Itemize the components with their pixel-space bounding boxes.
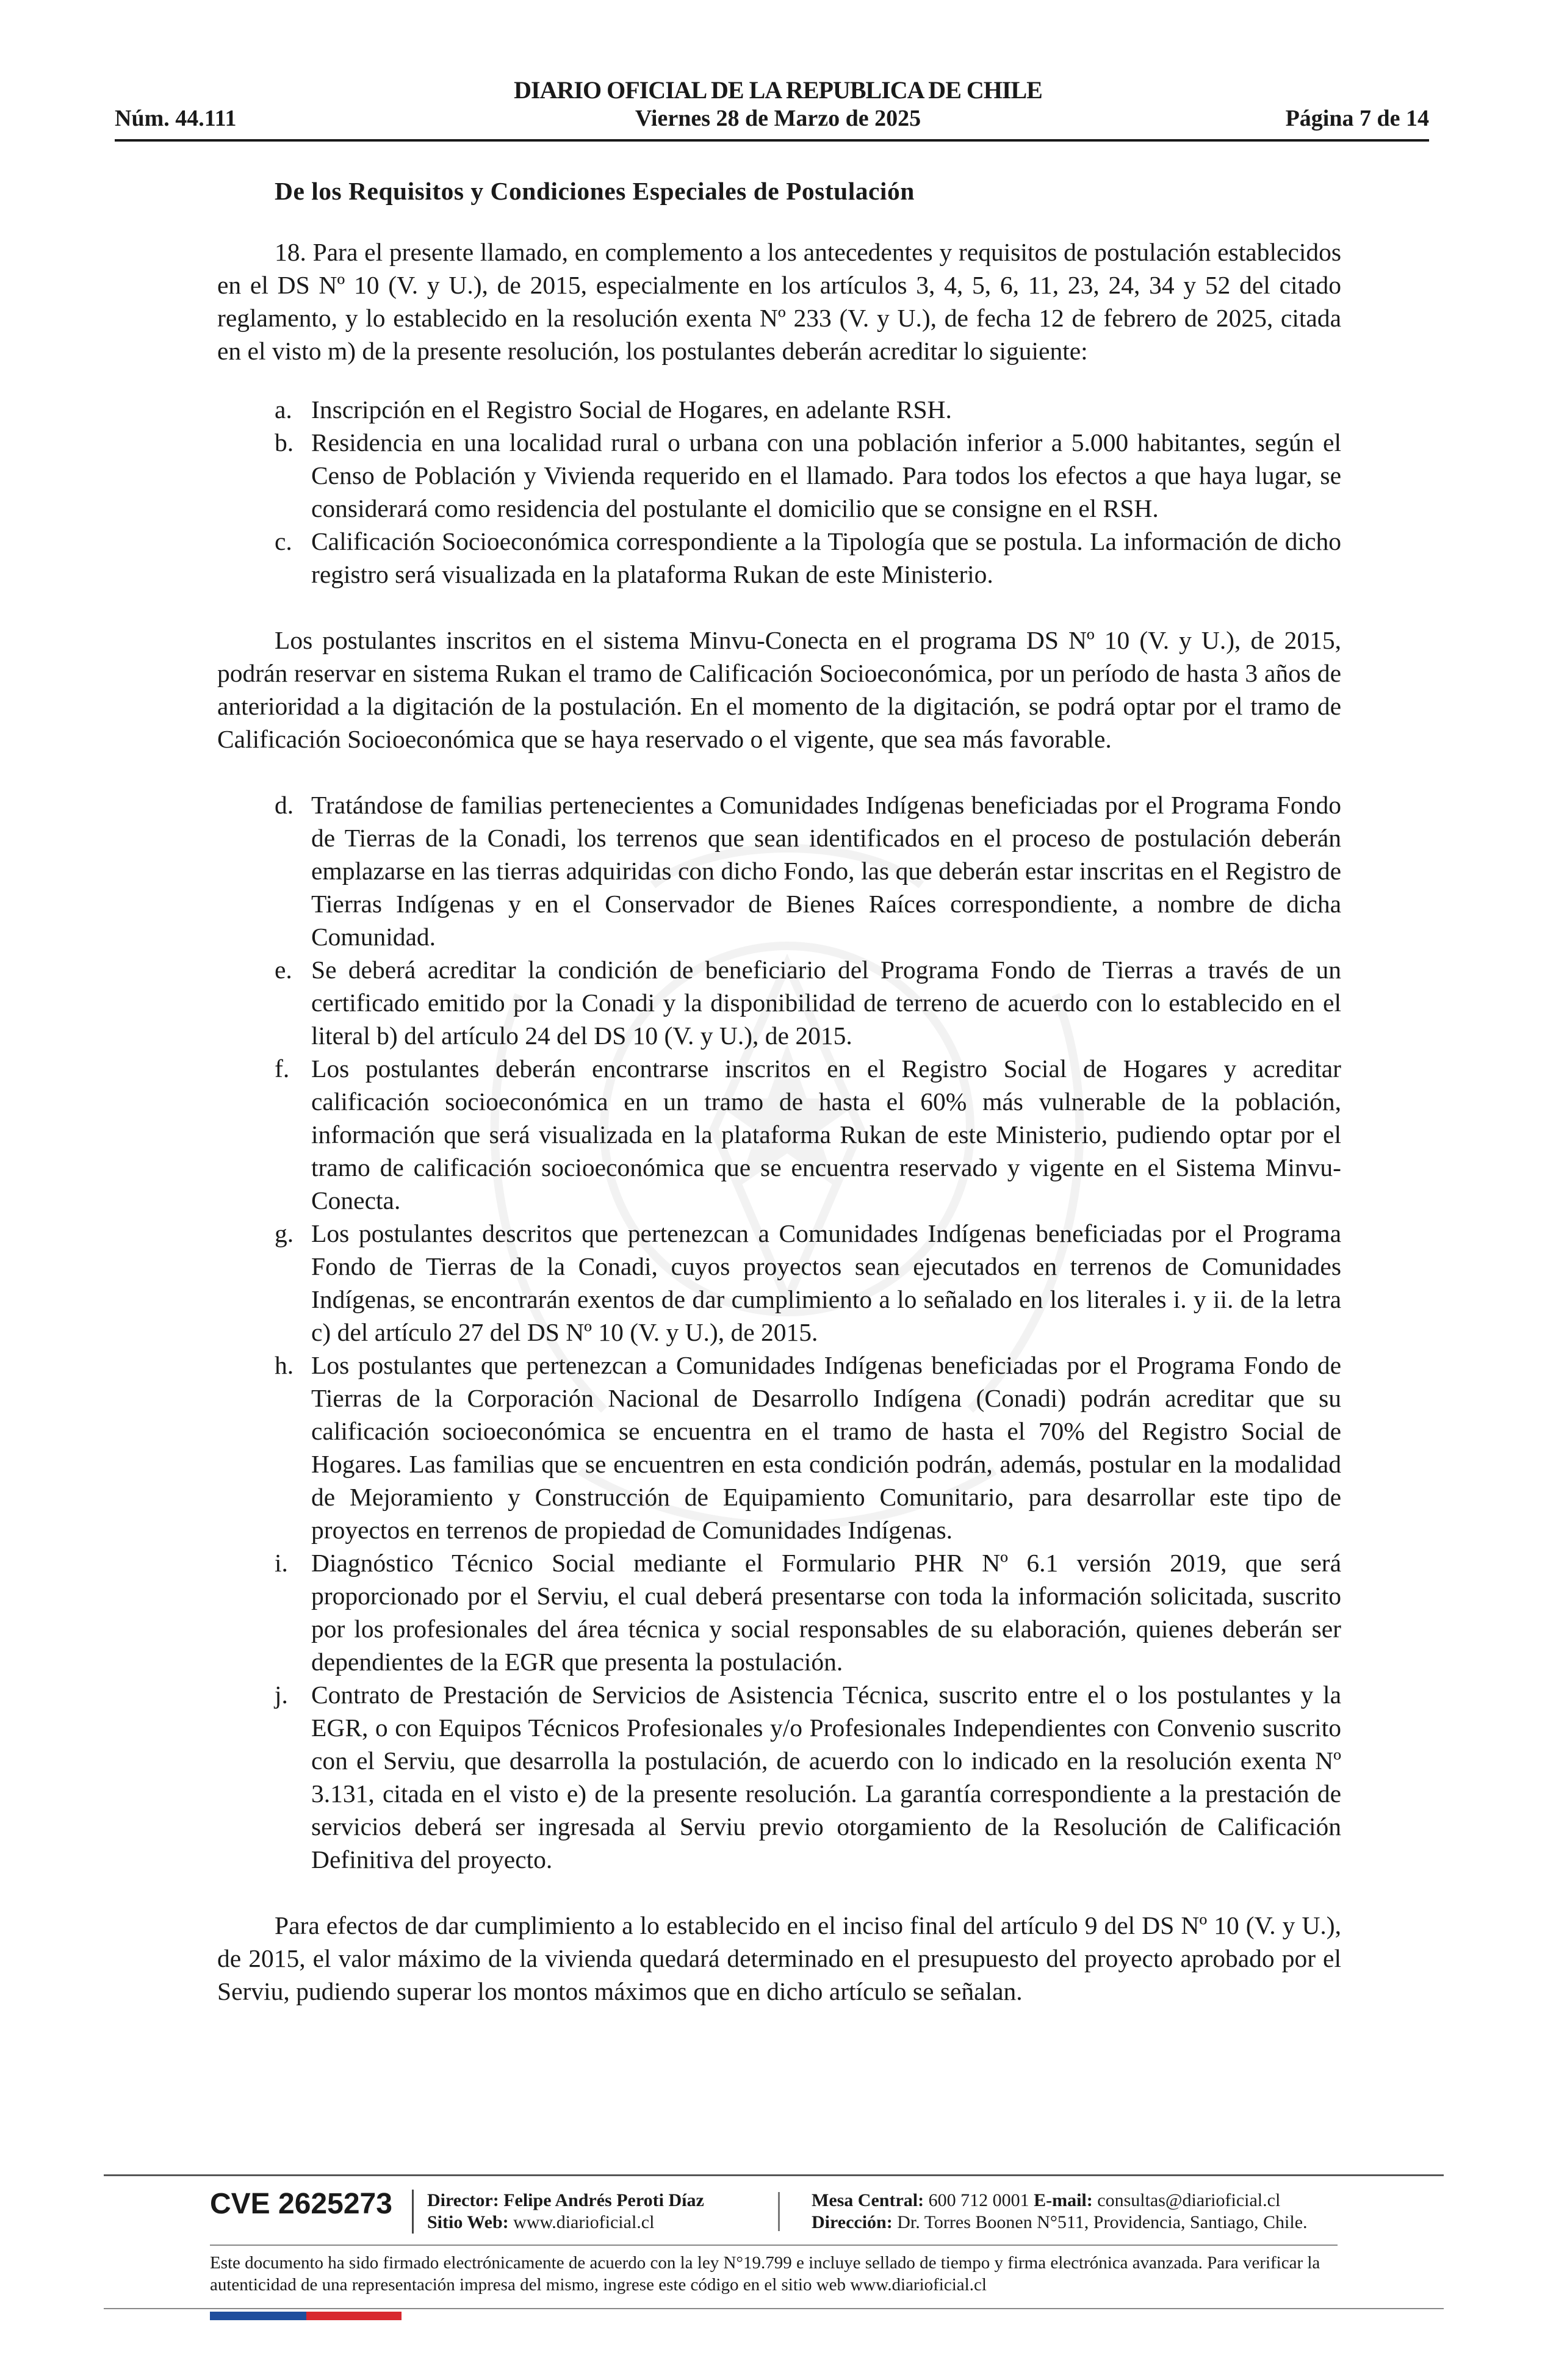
flag-bar-red [306,2312,402,2320]
paragraph-minvu-conecta: Los postulantes inscritos en el sistema Minvu-Conecta en el programa DS Nº 10 (V. y U.), de 2015, podrán reservar en sistema Rukan el tramo de Calificación Socioeconómica, por un período de hasta 3 años de anterioridad a la digitación de la postulación. En el momento de la digitación, se podrá optar por el tramo de Calificación Socioeconómica que se haya reservado o el vigente, que sea más favorable. [217,626,1341,753]
list-item-text: Los postulantes descritos que pertenezcan a Comunidades Indígenas beneficiadas por el Programa Fondo de Tierras de la Conadi, cuyos proyectos sean ejecutados en terrenos de Comunidades Indígenas, se encontrarán exentos de dar cumplimiento a lo señalado en los literales i. y ii. de la letra c) del artículo 27 del DS Nº 10 (V. y U.), de 2015. [311,1219,1341,1346]
footer-divider-mid [210,2245,1338,2246]
list-item [217,426,1341,525]
director-info [427,2190,704,2234]
address-value: Dr. Torres Boonen N°511, Providencia, Santiago, Chile. [897,2212,1308,2232]
address-label: Dirección: [812,2212,893,2232]
contact-info [812,2190,1308,2234]
page-number: Página 7 de 14 [1285,106,1429,131]
paragraph-18: 18. Para el presente llamado, en complemento a los antecedentes y requisitos de postulación establecidos en el DS Nº 10 (V. y U.), de 2015, especialmente en los artículos 3, 4, 5, 6, 11, 23, 24, 34 y 52 del citado reglamento, y lo establecido en la resolución exenta Nº 233 (V. y U.), de fecha 12 de febrero de 2025, citada en el visto m) de la presente resolución, los postulantes deberán acreditar lo siguiente: [217,238,1341,365]
email-link[interactable]: consultas@diarioficial.cl [1097,2190,1281,2210]
publication-title: DIARIO OFICIAL DE LA REPUBLICA DE CHILE [514,76,1042,104]
list-item-letter: a. [275,395,292,424]
site-label: Sitio Web: [427,2212,509,2232]
list-item [217,1349,1341,1546]
footer-separator [778,2192,780,2231]
signature-note: Este documento ha sido firmado electrónicamente de acuerdo con la ley N°19.799 e incluye sellado de tiempo y firma electrónica avanzada. Para verificar la autenticidad de una representación impresa del mismo, ingrese este código en el sitio web www.diarioficial.cl [210,2253,1320,2295]
footer-separator [412,2190,414,2234]
list-item-text: Los postulantes deberán encontrarse inscritos en el Registro Social de Hogares y acreditar calificación socioeconómica en un tramo de hasta el 60% más vulnerable de la población, información que será visualizada en la plataforma Rukan de este Ministerio, pudiendo optar por el tramo de calificación socioeconómica que se encuentra reservado y vigente en el Sistema Minvu-Conecta. [311,1055,1341,1214]
list-item-text: Se deberá acreditar la condición de beneficiario del Programa Fondo de Tierras a través de un certificado emitido por la Conadi y la disponibilidad de terreno de acuerdo con lo establecido en el literal b) del artículo 24 del DS 10 (V. y U.), de 2015. [311,956,1341,1050]
list-item [217,788,1341,953]
issue-date: Viernes 28 de Marzo de 2025 [635,106,921,131]
list-item-letter: j. [275,1681,288,1709]
site-link[interactable]: www.diarioficial.cl [513,2212,655,2232]
list-item-letter: i. [275,1549,288,1577]
section-title: De los Requisitos y Condiciones Especiales de Postulación [275,177,915,205]
list-item-letter: c. [275,527,292,555]
list-item [217,1546,1341,1678]
list-item-text: Calificación Socioeconómica correspondiente a la Tipología que se postula. La información de dicho registro será visualizada en la plataforma Rukan de este Ministerio. [311,527,1341,588]
list-item-text: Inscripción en el Registro Social de Hogares, en adelante RSH. [311,395,952,424]
list-item [217,393,1341,426]
list-item [217,525,1341,591]
list-item-letter: g. [275,1219,294,1247]
footer-divider-top [104,2174,1444,2176]
header-divider [115,139,1429,142]
issue-number: Núm. 44.111 [115,106,237,131]
requirements-list-dj [217,788,1341,1876]
list-item-text: Diagnóstico Técnico Social mediante el Formulario PHR Nº 6.1 versión 2019, que será proporcionado por el Serviu, el cual deberá presentarse con toda la información solicitada, suscrito por los profesionales del área técnica y social responsables de su elaboración, quienes deberán ser dependientes de la EGR que presenta la postulación. [311,1549,1341,1676]
list-item-text: Tratándose de familias pertenecientes a Comunidades Indígenas beneficiadas por el Programa Fondo de Tierras de la Conadi, los terrenos que sean identificados en el proceso de postulación deberán emplazarse en las tierras adquiridas con dicho Fondo, las que deberán estar inscritas en el Registro de Tierras Indígenas y en el Conservador de Bienes Raíces correspondiente, a nombre de dicha Comunidad. [311,791,1341,951]
list-item-letter: b. [275,428,294,456]
mesa-phone: 600 712 0001 [928,2190,1029,2210]
list-item-letter: e. [275,956,292,984]
cve-code: CVE 2625273 [210,2188,392,2220]
list-item [217,1052,1341,1217]
list-item [217,1217,1341,1349]
list-item [217,953,1341,1052]
document-body [217,171,1341,2041]
list-item-text: Contrato de Prestación de Servicios de Asistencia Técnica, suscrito entre el o los postulantes y la EGR, o con Equipos Técnicos Profesionales y/o Profesionales Independientes con Convenio suscrito con el Serviu, que desarrolla la postulación, de acuerdo con lo indicado en la resolución exenta Nº 3.131, citada en el visto e) de la presente resolución. La garantía correspondiente a la prestación de servicios deberá ser ingresada al Serviu previo otorgamiento de la Resolución de Calificación Definitiva del proyecto. [311,1681,1341,1873]
list-item-letter: f. [275,1055,290,1083]
list-item-letter: h. [275,1351,294,1379]
footer-divider-bottom [104,2308,1444,2309]
list-item [217,1678,1341,1876]
director-name: Felipe Andrés Peroti Díaz [503,2190,704,2210]
requirements-list-abc [217,393,1341,591]
mesa-label: Mesa Central: [812,2190,924,2210]
paragraph-final: Para efectos de dar cumplimiento a lo establecido en el inciso final del artículo 9 del DS Nº 10 (V. y U.), de 2015, el valor máximo de la vivienda quedará determinado en el presupuesto del proyecto aprobado por el Serviu, pudiendo superar los montos máximos que en dicho artículo se señalan. [217,1911,1341,2005]
list-item-text: Residencia en una localidad rural o urbana con una población inferior a 5.000 habitantes, según el Censo de Población y Vivienda requerido en el llamado. Para todos los efectos a que haya lugar, se considerará como residencia del postulante el domicilio que se consigne en el RSH. [311,428,1341,522]
flag-bar-blue [210,2312,306,2320]
email-label: E-mail: [1034,2190,1093,2210]
list-item-text: Los postulantes que pertenezcan a Comunidades Indígenas beneficiadas por el Programa Fondo de Tierras de la Corporación Nacional de Desarrollo Indígena (Conadi) podrán acreditar que su calificación socioeconómica se encuentra en el tramo de hasta el 70% del Registro Social de Hogares. Las familias que se encuentren en esta condición podrán, además, postular en la modalidad de Mejoramiento y Construcción de Equipamiento Comunitario, para desarrollar este tipo de proyectos en terrenos de propiedad de Comunidades Indígenas. [311,1351,1341,1544]
director-label: Director: [427,2190,499,2210]
list-item-letter: d. [275,791,294,819]
